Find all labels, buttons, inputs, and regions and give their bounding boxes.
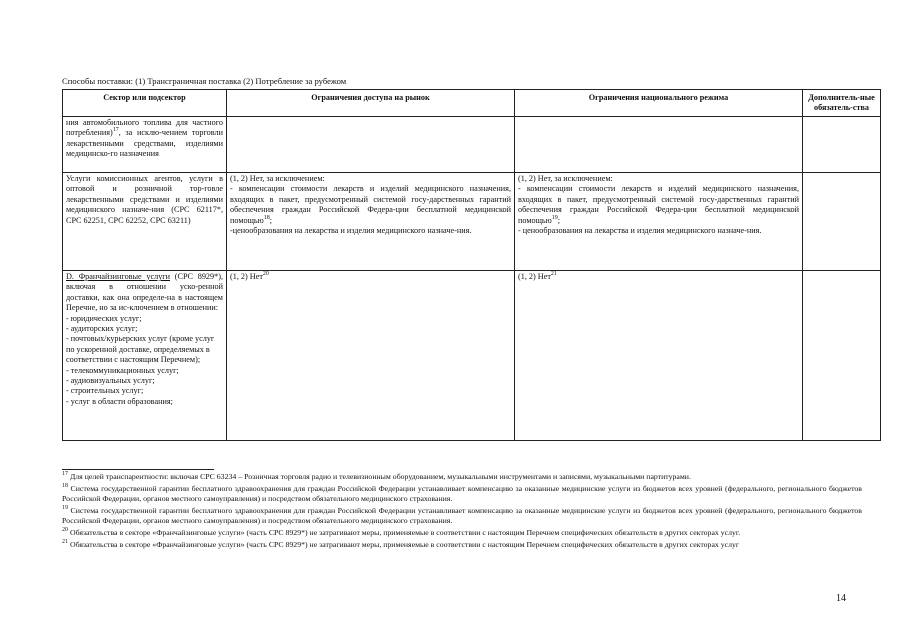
footnote-ref-18[interactable]: 18: [263, 214, 270, 221]
franchising-services-title: D. Франчайзинговые услуги: [66, 272, 171, 281]
list-item: - почтовых/курьерских услуг (кроме услуг по ускоренной доставке, определяемых в соответствии с настоящим Перечнем);: [66, 334, 215, 365]
footnote-ref-20[interactable]: 20: [262, 271, 269, 277]
table-header-row: [63, 90, 881, 117]
row2-market-access-cell: (1, 2) Нет, за исключением: - компенсации стоимости лекарств и изделий медицинского назначения, входящих в пакет, предусмотренный системой госу-дарственных гарантий обеспечения граждан Российской Федера-ции бесплатной медицинской помощью$^{18}$; -ценообразования на лекарства и изделия медицинского назначе-ния.: [227, 173, 515, 271]
row3-sector-desc: (CPC 8929*), включая в отношении уско-ренной доставки, как она определе-на в настоящем Перечне, но за ис-ключением в отношении:: [66, 272, 223, 313]
footnote-ref-21[interactable]: 21: [550, 271, 557, 277]
table-row: [63, 173, 881, 271]
commitments-table: [62, 89, 881, 441]
header-national-treatment: Ограничения национального режима: [515, 90, 803, 117]
row2-sector-cell: Услуги комиссионных агентов, услуги в оптовой и розничной тор-говле лекарственными средствами и изделиями медицинского назначе-ния (CPC 62117*, CPC 62251, CPC 62252, CPC 63211): [63, 173, 227, 271]
list-item: - услуг в области образования;: [66, 396, 173, 406]
row2-additional-cell: [803, 173, 881, 271]
footnote-number: 18: [62, 482, 68, 489]
footnote-number: 20: [62, 526, 68, 533]
table-row: [63, 271, 881, 441]
footnote-17: [62, 472, 862, 483]
header-additional-commitments: Дополнитель-ные обязатель-ства: [803, 90, 881, 117]
row1-sector-text: ния автомобильного топлива для частного потребления): [66, 118, 223, 138]
footnote-number: 21: [62, 538, 68, 545]
row2-national-treatment-cell: (1, 2) Нет, за исключением: - компенсации стоимости лекарств и изделий медицинского назначения, входящих в пакет, предусмотренный системой госу-дарственных гарантий обеспечения граждан Российской Федера-ции бесплатной медицинской помощью$^{19}$; - ценообразования на лекарства и изделия медицинского назначе-ния.: [515, 173, 803, 271]
row3-market-access-cell: [227, 271, 515, 441]
list-item: - аудиовизуальных услуг;: [66, 376, 155, 386]
footnote-separator: [62, 469, 214, 470]
footnote-number: 17: [62, 471, 68, 477]
list-item: - строительных услуг;: [66, 386, 144, 396]
footnote-text: Система государственной гарантии бесплатного здравоохранения для граждан Российской Федерации устанавливает компенсацию за оказанные медицинские услуги из бюджетов всех уровней (федерального, регионального бюджетов Российской Федерации, органов местного самоуправления) и посредством обязательного медицинского страхования.: [62, 483, 862, 504]
footnote-text: Обязательства в секторе «Франчайзинговые услуги» (часть CPC 8929*) не затрагивают меры, применяемые в соответствии с настоящим Перечнем специфических обязательств в других секторах услуг: [69, 539, 740, 549]
page-number: 14: [836, 593, 846, 604]
footnote-number: 19: [62, 504, 68, 511]
footnote-ref-17[interactable]: 17: [112, 127, 119, 134]
row3-nt-text: (1, 2) Нет: [518, 272, 551, 281]
row2-ma-item1: - компенсации стоимости лекарств и изделий медицинского назначения, входящих в пакет, предусмотренный системой госу-дарственных гарантий обеспечения граждан Российской Федера-ции бесплатной медицинской помощью: [230, 184, 511, 225]
footnote-text: Обязательства в секторе «Франчайзинговые услуги» (часть CPC 8929*) не затрагивают меры, применяемые в соответствии с настоящим Перечнем специфических обязательств в других секторах услуг.: [69, 527, 741, 537]
list-item: - аудиторских услуг;: [66, 324, 138, 334]
footnote-19: [62, 506, 862, 527]
row2-nt-intro: (1, 2) Нет, за исключением:: [518, 174, 613, 183]
row3-additional-cell: [803, 271, 881, 441]
row2-ma-item2: -ценообразования на лекарства и изделия медицинского назначе-ния.: [230, 226, 472, 236]
row1-national-treatment-cell: [515, 117, 803, 173]
row3-ma-text: (1, 2) Нет: [230, 272, 263, 281]
list-item: - юридических услуг;: [66, 313, 142, 323]
row1-additional-cell: [803, 117, 881, 173]
row2-ma-intro: (1, 2) Нет, за исключением:: [230, 174, 325, 183]
footnote-ref-19[interactable]: 19: [551, 214, 558, 221]
footnote-18: [62, 484, 862, 505]
row2-nt-item2: - ценообразования на лекарства и изделия медицинского назначе-ния.: [518, 226, 762, 236]
row1-sector-cell: [63, 117, 227, 173]
header-sector: Сектор или подсектор: [63, 90, 227, 117]
footnote-text: Для целей транспарентности: включая CPC 63234 – Розничная торговля радио и телевизионным оборудованием, музыкальными инструментами и записями, музыкальными партитурами.: [69, 472, 691, 481]
list-item: - телекоммуникационных услуг;: [66, 365, 179, 375]
footnote-text: Система государственной гарантии бесплатного здравоохранения для граждан Российской Федерации устанавливает компенсацию за оказанные медицинские услуги из бюджетов всех уровней (федерального, регионального бюджетов Российской Федерации, органов местного самоуправления) и посредством обязательного медицинского страхования.: [62, 505, 862, 526]
footnote-21: [62, 540, 862, 551]
row1-sector-text-cont: , за исклю-чением торговли лекарственными средствами, изделиями медицинско-го назначения: [66, 128, 223, 159]
row2-nt-item1: - компенсации стоимости лекарств и изделий медицинского назначения, входящих в пакет, предусмотренный системой госу-дарственных гарантий обеспечения граждан Российской Федера-ции бесплатной медицинской помощью: [518, 184, 799, 225]
row1-market-access-cell: [227, 117, 515, 173]
row3-national-treatment-cell: [515, 271, 803, 441]
row3-sector-cell: [63, 271, 227, 441]
table-row: [63, 117, 881, 173]
header-market-access: Ограничения доступа на рынок: [227, 90, 515, 117]
footnote-20: [62, 528, 862, 539]
supply-modes-line: Способы поставки: (1) Трансграничная поставка (2) Потребление за рубежом: [62, 76, 347, 86]
footnotes: [62, 472, 862, 551]
